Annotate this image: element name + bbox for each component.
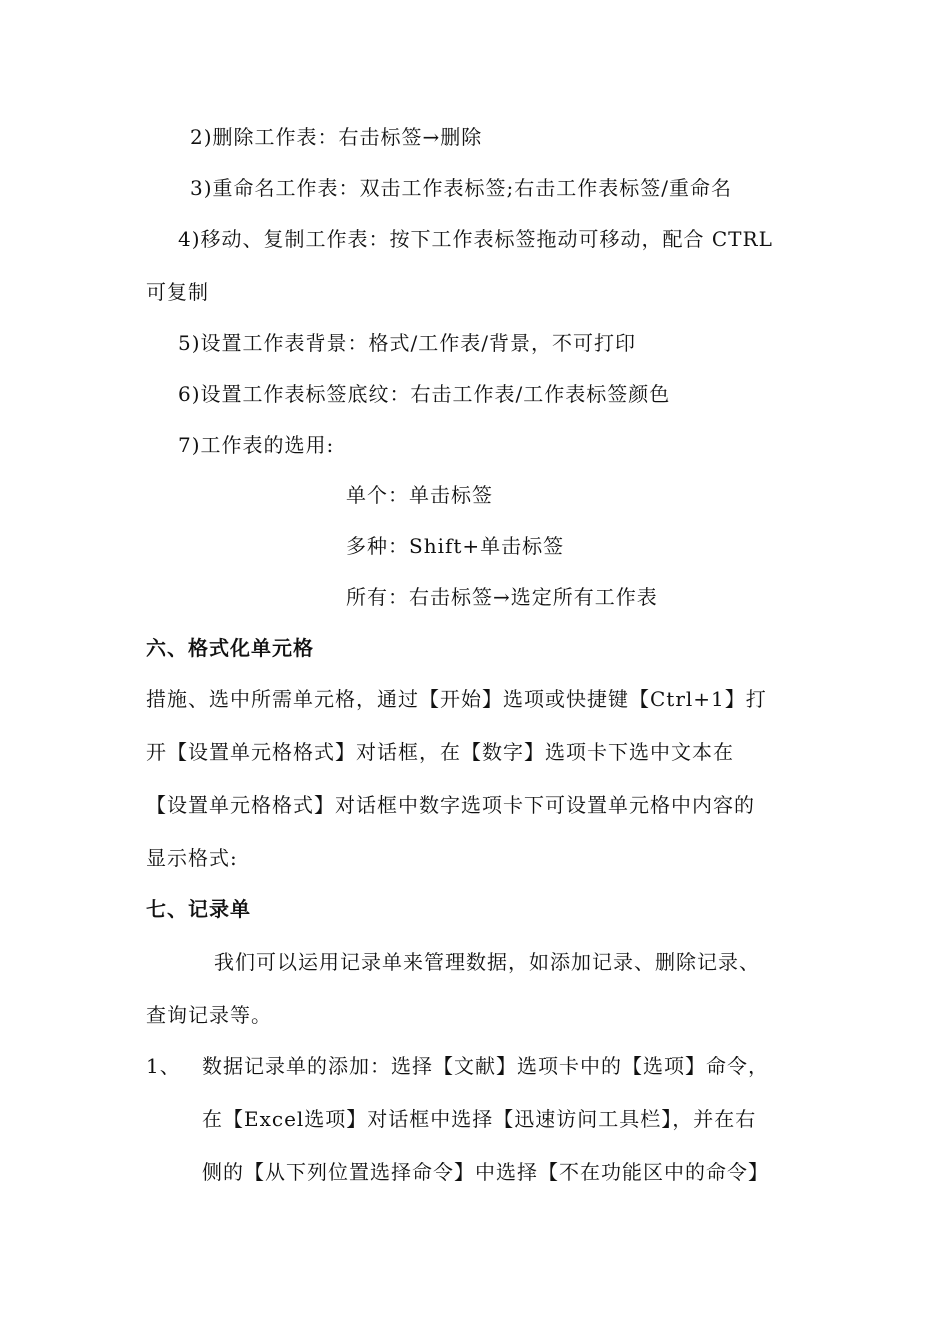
list-item-line: 侧的【从下列位置选择命令】中选择【不在功能区中的命令】 bbox=[202, 1160, 769, 1184]
list-item-number: 1、 bbox=[146, 1054, 181, 1078]
move-copy-worksheet-line: 4)移动、复制工作表：按下工作表标签拖动可移动，配合 CTRL bbox=[178, 227, 773, 251]
select-multiple-line: 多种：Shift+单击标签 bbox=[346, 534, 565, 558]
worksheet-selection-line: 7)工作表的选用: bbox=[178, 433, 335, 457]
section-6-paragraph-line: 措施、选中所需单元格，通过【开始】选项或快捷键【Ctrl+1】打 bbox=[146, 687, 767, 711]
list-item-line: 数据记录单的添加：选择【文献】选项卡中的【选项】命令， bbox=[202, 1054, 769, 1078]
section-7-heading: 七、记录单 bbox=[146, 897, 251, 921]
delete-worksheet-line: 2)删除工作表：右击标签→删除 bbox=[190, 125, 483, 149]
select-single-line: 单个：单击标签 bbox=[346, 483, 493, 507]
section-6-paragraph-line: 开【设置单元格格式】对话框，在【数字】选项卡下选中文本在 bbox=[146, 740, 734, 764]
move-copy-worksheet-line-cont: 可复制 bbox=[146, 280, 209, 304]
section-6-heading: 六、格式化单元格 bbox=[146, 636, 314, 660]
section-7-intro-line: 我们可以运用记录单来管理数据，如添加记录、删除记录、 bbox=[214, 950, 760, 974]
worksheet-tab-color-line: 6)设置工作表标签底纹：右击工作表/工作表标签颜色 bbox=[178, 382, 671, 406]
section-7-intro-line-cont: 查询记录等。 bbox=[146, 1003, 272, 1027]
select-all-line: 所有：右击标签→选定所有工作表 bbox=[346, 585, 658, 609]
section-6-paragraph-line: 【设置单元格格式】对话框中数字选项卡下可设置单元格中内容的 bbox=[146, 793, 755, 817]
section-6-paragraph-line: 显示格式: bbox=[146, 846, 238, 870]
list-item-line: 在【Excel选项】对话框中选择【迅速访问工具栏】，并在右 bbox=[202, 1107, 757, 1131]
rename-worksheet-line: 3)重命名工作表：双击工作表标签;右击工作表标签/重命名 bbox=[190, 176, 733, 200]
worksheet-background-line: 5)设置工作表背景：格式/工作表/背景，不可打印 bbox=[178, 331, 637, 355]
